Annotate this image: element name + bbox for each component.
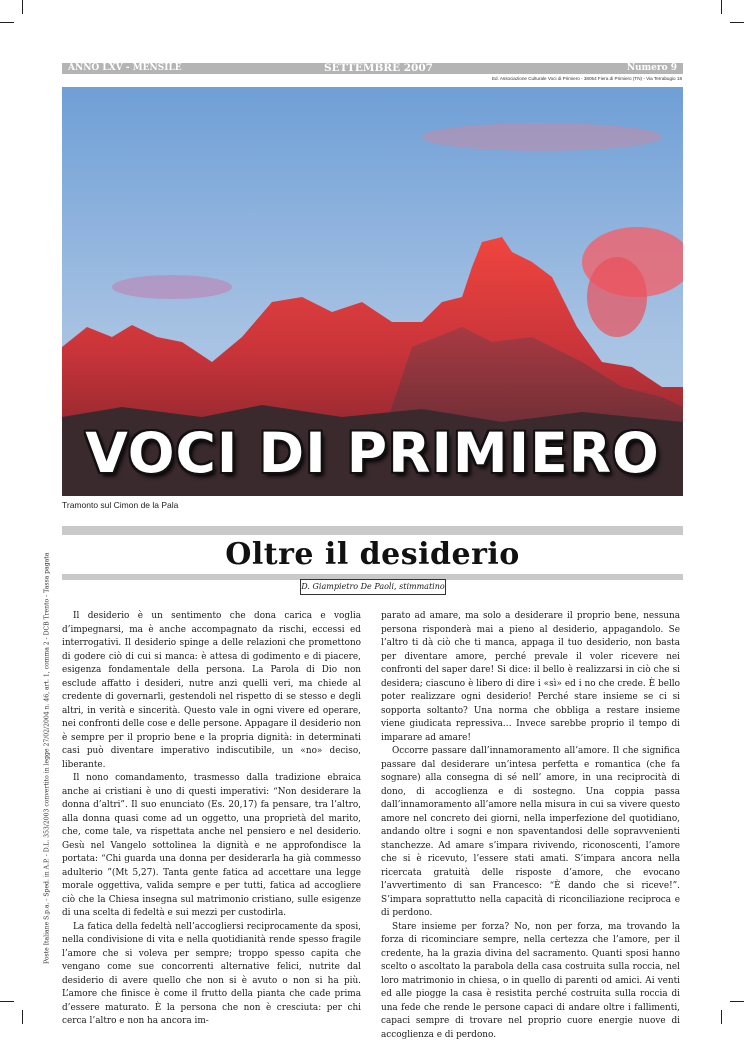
month-label: SETTEMBRE 2007 [324,63,433,74]
crop-mark [22,0,23,14]
header-bar [62,63,683,74]
postal-note [40,594,54,964]
paragraph: La fatica della fedeltà nell’accogliersi reciprocamente da sposi, nella condivisione di vita e nella quotidianità rende spesso fragile l’amore che si voleva per sempre; troppo spesso capita che vengano come sue concorrenti alternative felici, nutrite dal desiderio di avere quello che non si è avuto o non si ha più. L’amore che finisce è come il frutto della pianta che cade prima d’essere maturato. È la persona che non è cresciuta: per chi cerca l’altro e non ha ancora im- [62,921,361,1029]
crop-mark [22,1010,23,1024]
crop-mark [730,22,744,23]
paragraph: Il desiderio è un sentimento che dona carica e voglia d’impegnarsi, ma è anche accompagnato da rischi, eccessi ed interrogativi. Il desiderio spinge a delle relazioni che promettono di godere ciò di cui si manca: è attesa di godimento e di piacere, esigenza fondamentale della persona. La Parola di Dio non esclude affatto i desideri, nutre anzi quelli veri, ma chiede al credente di governarli, gestendoli nel rispetto di se stesso e degli altri, in verità e sincerità. Questo vale in ogni vivere ed operare, nei confronti delle cose e delle persone. Appagare il desiderio non è sempre per il proprio bene e la propria dignità: in determinati casi può diventare imperativo indiscutibile, un «no» deciso, liberante. [62,610,361,772]
crop-mark [730,1001,744,1002]
masthead-title: VOCI DI PRIMIERO [62,423,683,483]
crop-mark [721,1010,722,1024]
publisher-line: Ed. Associazione Culturale Voci di Primiero - 38054 Fiera di Primiero (TN) - Via Terrabugio 18 [492,76,682,81]
crop-mark [0,22,14,23]
photo-caption: Tramonto sul Cimon de la Pala [62,500,178,510]
paragraph: Stare insieme per forza? No, non per forza, ma trovando la forza di ricominciare sempre, nella certezza che l’amore, per il credente, ha la grazia divina del sacramento. Quanti sposi hanno scelto o ascoltato la parabola della casa costruita sulla roccia, nel loro matrimonio in chiesa, o in quello di parenti od amici. Ai venti ed alle piogge la casa è resistita perché costruita sulla roccia di una fede che rende le persone capaci di andare oltre i fallimenti, capaci sempre di trovare nel proprio cuore energie nuove di accoglienza e di perdono. [381,921,680,1042]
crop-mark [0,1001,14,1002]
paragraph: Occorre passare dall’innamoramento all’amore. Il che significa passare dal desiderare un’intesa perfetta e romantica (che fa sognare) alla consegna di sé nell’ amore, in una reciprocità di dono, di accoglienza e di sostegno. Una coppia passa dall’innamoramento all’amore nella misura in cui sa vivere questo amore nel concreto dei giorni, nella imperfezione del quotidiano, andando oltre i sogni e non spaventandosi delle sopravvenienti stanchezze. Ad amare s’impara rivivendo, riconoscenti, l’amore che si è ricevuto, l’essere stati amati. S’impara ancora nella ricercata gratuità delle risposte d’amore, che evocano l’avvertimento di san Francesco: “È dando che si riceve!”. S’impara soprattutto nella capacità di riconciliazione reciproca e di perdono. [381,745,680,921]
article-author: D. Giampietro De Paoli, stimmatino [300,579,446,595]
postal-note-text: Poste Italiane S.p.a. - Sped. in A.P. - D.L. 353/2003 convertito in legge 27/02/2004 n. 46, art. 1, comma 2 - DCB Trento - Tassa pagata [44,594,51,964]
article-column-2 [381,610,680,1042]
article-title: Oltre il desiderio [62,533,683,577]
paragraph: parato ad amare, ma solo a desiderare il proprio bene, nessuna persona risponderà mai a pieno al desiderio, appagandolo. Se l’altro ti dà ciò che ti manca, appaga il tuo desiderio, non basta per diventare amore, perché prevale il voler ricevere nei confronti del saper dare! Si dice: il bello è realizzarsi in ciò che si desidera; ciascuno è libero di dire i «sì» ed i no che crede. È bello poter realizzare ogni desiderio! Perché stare insieme se ci si sopporta soltanto? Una norma che obbliga a restare insieme viene giudicata repressiva… Invece sarebbe proprio il tempo di imparare ad amare! [381,610,680,745]
article-column-1 [62,610,361,1029]
cover-photo [62,87,683,496]
issue-label: Numero 9 [627,63,677,74]
paragraph: Il nono comandamento, trasmesso dalla tradizione ebraica anche ai cristiani è uno di questi imperativi: “Non desiderare la donna d’altri”. Il suo enunciato (Es. 20,17) fa pensare, tra l’altro, alla donna quasi come ad un oggetto, una proprietà del marito, che, come tale, va rispettata anche nel pensiero e nel desiderio. Gesù nel Vangelo sottolinea la dignità e ne approfondisce la portata: “Chi guarda una donna per desiderarla ha già commesso adulterio ”(Mt 5,27). Tanta gente fatica ad accettare una legge morale oggettiva, valida sempre e per tutti, fatica ad accogliere ciò che la Chiesa insegna sul matrimonio cristiano, sulle esigenze di una scelta di fedeltà e sui mezzi per custodirla. [62,772,361,921]
crop-mark [721,0,722,14]
year-label: ANNO LXV - MENSILE [68,63,182,74]
